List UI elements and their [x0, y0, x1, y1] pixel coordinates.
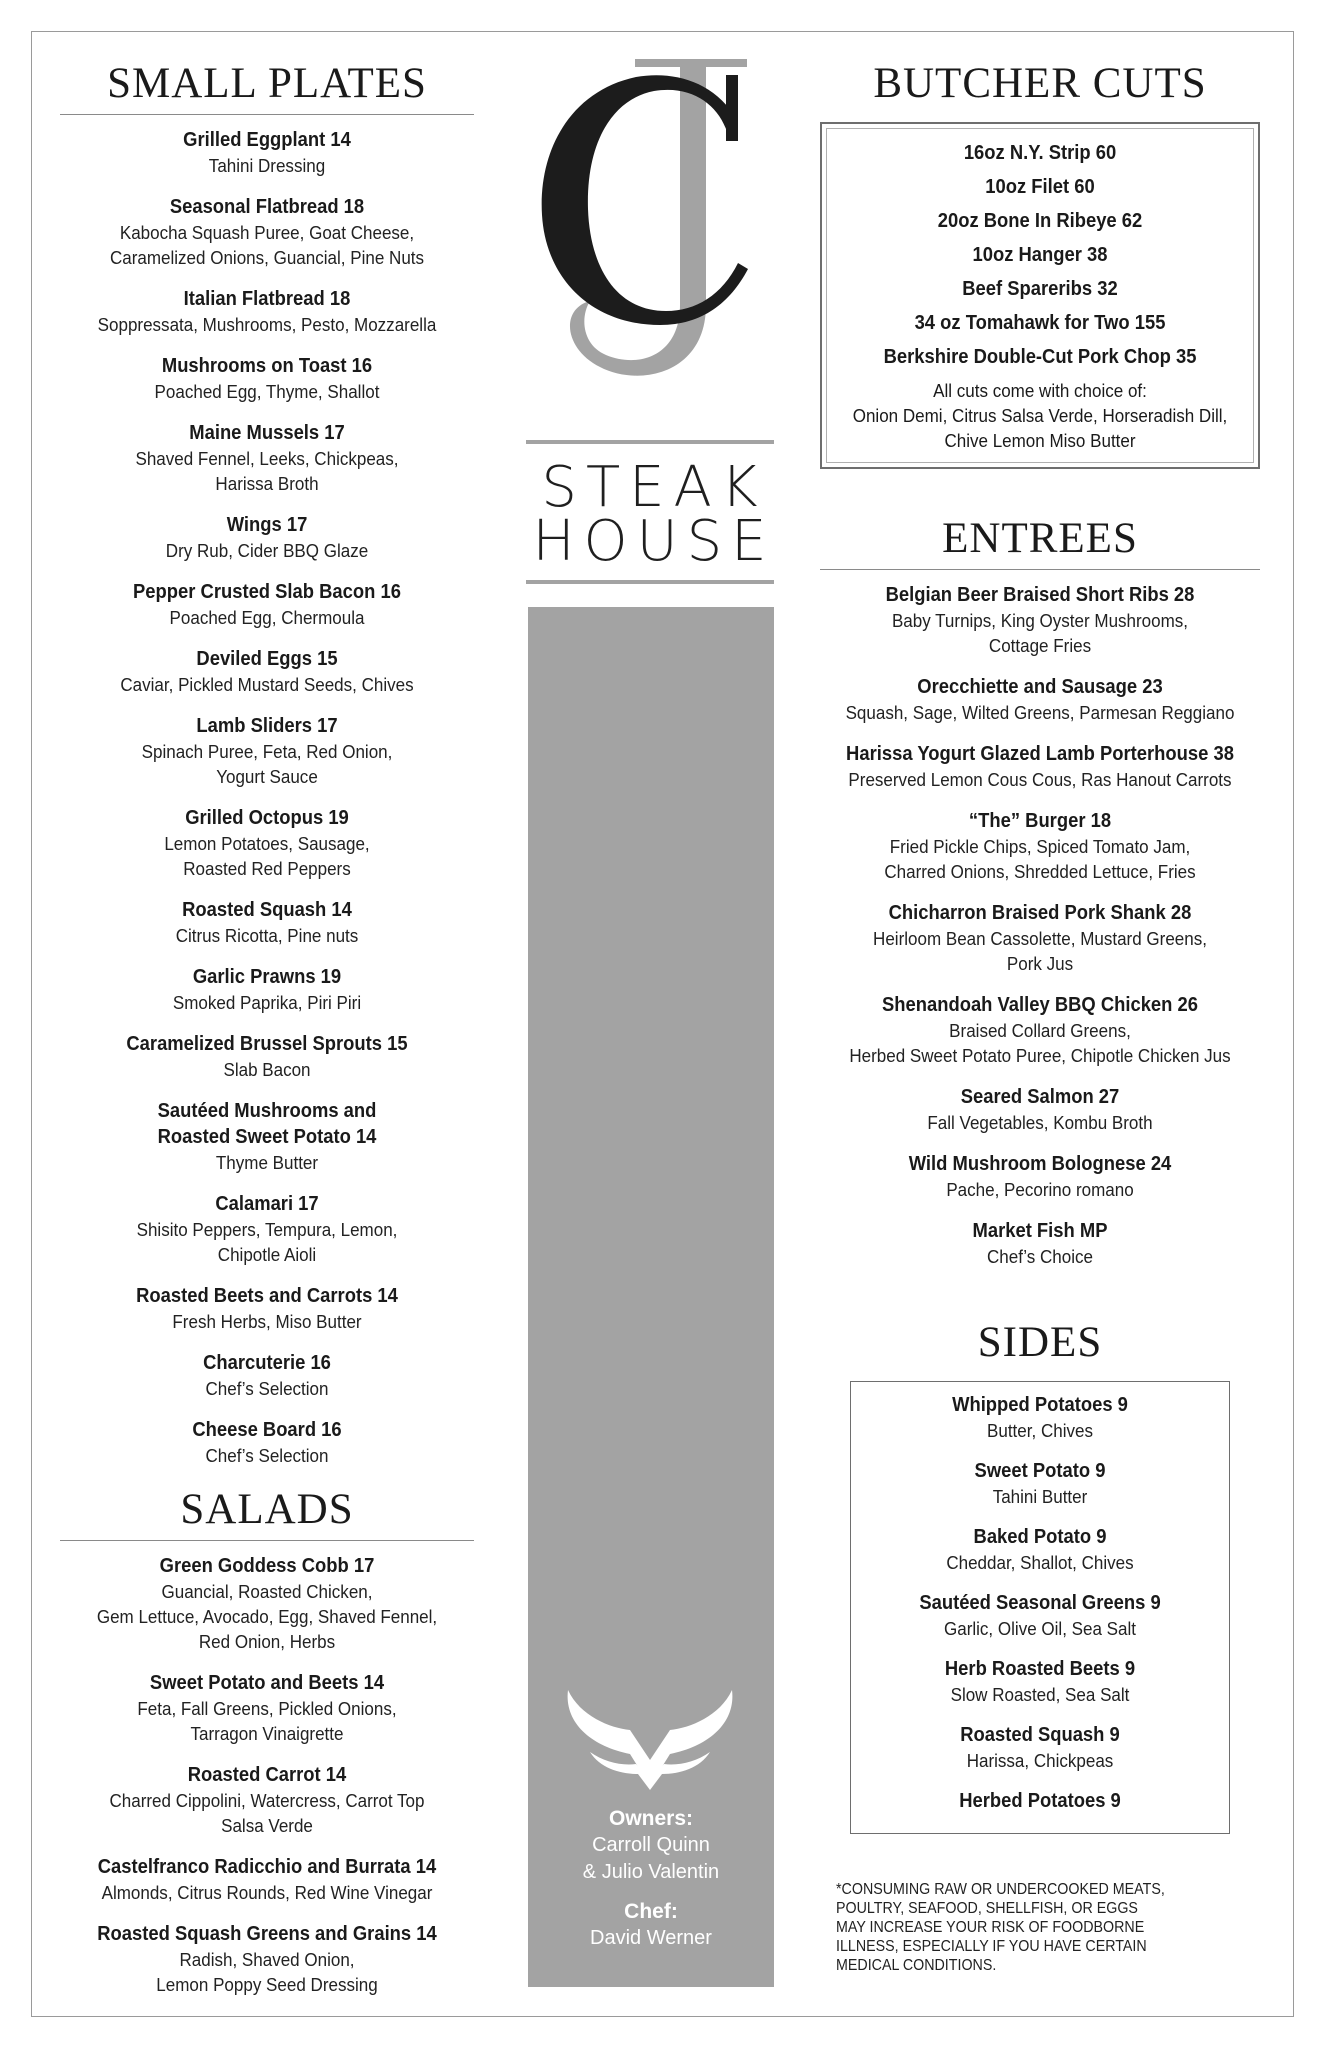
- salads-list: [60, 1553, 474, 1997]
- menu-item: [861, 1392, 1219, 1443]
- menu-item-name: Italian Flatbread 18: [183, 288, 351, 310]
- menu-item: [60, 805, 474, 881]
- sides-box: [850, 1381, 1230, 1834]
- menu-item-description: Slow Roasted, Sea Salt: [950, 1684, 1130, 1705]
- menu-item: [820, 741, 1260, 792]
- owners-name-2: & Julio Valentin: [582, 1861, 720, 1883]
- butcher-cut-item: 16oz N.Y. Strip 60: [963, 142, 1117, 164]
- menu-item-description: Chef’s Choice: [987, 1246, 1093, 1267]
- menu-item-name: Garlic Prawns 19: [192, 966, 342, 988]
- entrees-title: ENTREES: [820, 513, 1260, 570]
- menu-item-description: Shaved Fennel, Leeks, Chickpeas, Harissa Broth: [135, 448, 399, 494]
- right-column: [820, 58, 1260, 1834]
- menu-item-name: Orecchiette and Sausage 23: [917, 676, 1163, 698]
- menu-item-description: Poached Egg, Chermoula: [169, 607, 365, 628]
- menu-item: [60, 127, 474, 178]
- menu-item-name: Mushrooms on Toast 16: [161, 355, 373, 377]
- chef-name: David Werner: [590, 1927, 712, 1949]
- menu-item: [60, 1762, 474, 1838]
- menu-item: [60, 286, 474, 337]
- menu-item-name: Sautéed Mushrooms and Roasted Sweet Potato 14: [157, 1100, 377, 1148]
- menu-item-name: Lamb Sliders 17: [196, 715, 338, 737]
- sides-list: [861, 1392, 1219, 1814]
- brand-rule-top: [526, 440, 774, 444]
- butcher-cuts-list: [836, 136, 1244, 374]
- center-gray-banner: [528, 607, 774, 1987]
- butcher-cut-item: 20oz Bone In Ribeye 62: [937, 210, 1143, 232]
- menu-item-description: Cheddar, Shallot, Chives: [946, 1552, 1134, 1573]
- menu-item-name: Roasted Squash 9: [960, 1724, 1120, 1746]
- menu-item: [60, 1670, 474, 1746]
- menu-item-name: Roasted Carrot 14: [187, 1764, 347, 1786]
- menu-item-name: Grilled Octopus 19: [185, 807, 349, 829]
- menu-item: [60, 420, 474, 496]
- menu-item-name: Pepper Crusted Slab Bacon 16: [133, 581, 401, 603]
- menu-item-name: Market Fish MP: [972, 1220, 1108, 1242]
- menu-item-description: Feta, Fall Greens, Pickled Onions, Tarragon Vinaigrette: [137, 1698, 397, 1744]
- menu-item-description: Dry Rub, Cider BBQ Glaze: [165, 540, 369, 561]
- menu-item: [60, 1350, 474, 1401]
- menu-item-description: Radish, Shaved Onion, Lemon Poppy Seed Dressing: [156, 1949, 378, 1995]
- menu-item-name: Baked Potato 9: [973, 1526, 1107, 1548]
- butcher-cut-item: 34 oz Tomahawk for Two 155: [914, 312, 1166, 334]
- menu-item-description: Chef’s Selection: [205, 1378, 329, 1399]
- menu-item-description: Almonds, Citrus Rounds, Red Wine Vinegar: [101, 1882, 433, 1903]
- owners-label: Owners:: [608, 1807, 694, 1830]
- menu-item-description: Tahini Dressing: [208, 155, 326, 176]
- menu-item-description: Harissa, Chickpeas: [966, 1750, 1114, 1771]
- butcher-cut-item: Beef Spareribs 32: [962, 278, 1118, 300]
- menu-item-description: Baby Turnips, King Oyster Mushrooms, Cottage Fries: [891, 610, 1189, 656]
- menu-item-name: Belgian Beer Braised Short Ribs 28: [885, 584, 1195, 606]
- brand-rule-bottom: [526, 580, 774, 584]
- menu-item: [60, 1417, 474, 1468]
- menu-item-description: Shisito Peppers, Tempura, Lemon, Chipotle Aioli: [136, 1219, 398, 1265]
- menu-item: [820, 1218, 1260, 1269]
- menu-item-name: Maine Mussels 17: [189, 422, 345, 444]
- menu-item-name: Sweet Potato and Beets 14: [149, 1672, 385, 1694]
- brand-word-house: HOUSE: [532, 509, 776, 574]
- butcher-cuts-note: All cuts come with choice of: Onion Demi, Citrus Salsa Verde, Horseradish Dill, Chive Lemon Miso Butter: [852, 380, 1228, 451]
- menu-item-description: Braised Collard Greens, Herbed Sweet Potato Puree, Chipotle Chicken Jus: [849, 1020, 1231, 1066]
- bull-horns-icon: [560, 1682, 740, 1792]
- small-plates-title: SMALL PLATES: [60, 58, 474, 115]
- menu-item-description: Preserved Lemon Cous Cous, Ras Hanout Carrots: [848, 769, 1232, 790]
- menu-item: [60, 646, 474, 697]
- menu-item-name: Caramelized Brussel Sprouts 15: [126, 1033, 408, 1055]
- menu-item: [60, 897, 474, 948]
- menu-item-name: Roasted Beets and Carrots 14: [136, 1285, 398, 1307]
- menu-item-description: Fall Vegetables, Kombu Broth: [927, 1112, 1153, 1133]
- butcher-cuts-title: BUTCHER CUTS: [873, 60, 1207, 107]
- menu-item-name: Green Goddess Cobb 17: [159, 1555, 375, 1577]
- menu-item-description: Heirloom Bean Cassolette, Mustard Greens, Pork Jus: [873, 928, 1207, 974]
- menu-item: [60, 1553, 474, 1654]
- menu-item-description: Soppressata, Mushrooms, Pesto, Mozzarella: [97, 314, 437, 335]
- menu-item-name: Wild Mushroom Bolognese 24: [908, 1153, 1172, 1175]
- entrees-list: [820, 582, 1260, 1269]
- menu-item-description: Smoked Paprika, Piri Piri: [172, 992, 362, 1013]
- menu-item-name: Charcuterie 16: [203, 1352, 331, 1374]
- menu-item-description: Squash, Sage, Wilted Greens, Parmesan Reggiano: [845, 702, 1235, 723]
- small-plates-list: [60, 127, 474, 1468]
- menu-item: [861, 1788, 1219, 1814]
- menu-item: [820, 992, 1260, 1068]
- menu-item: [60, 1921, 474, 1997]
- menu-item-description: Kabocha Squash Puree, Goat Cheese, Caramelized Onions, Guancial, Pine Nuts: [109, 222, 425, 268]
- menu-item-description: Guancial, Roasted Chicken, Gem Lettuce, Avocado, Egg, Shaved Fennel, Red Onion, Herbs: [96, 1581, 438, 1652]
- menu-item-name: Sweet Potato 9: [974, 1460, 1106, 1482]
- menu-item-name: Seared Salmon 27: [960, 1086, 1120, 1108]
- menu-item-name: Seasonal Flatbread 18: [169, 196, 365, 218]
- menu-item: [60, 713, 474, 789]
- left-column: [60, 58, 474, 2013]
- butcher-cut-item: 10oz Filet 60: [985, 176, 1095, 198]
- menu-item-description: Fried Pickle Chips, Spiced Tomato Jam, Charred Onions, Shredded Lettuce, Fries: [884, 836, 1196, 882]
- menu-item-name: Herb Roasted Beets 9: [944, 1658, 1136, 1680]
- chef-label: Chef:: [624, 1900, 678, 1923]
- menu-item: [861, 1590, 1219, 1641]
- menu-item-description: Charred Cippolini, Watercress, Carrot Top Salsa Verde: [109, 1790, 425, 1836]
- menu-item: [60, 194, 474, 270]
- menu-item-name: “The” Burger 18: [968, 810, 1112, 832]
- menu-item-name: Chicharron Braised Pork Shank 28: [888, 902, 1192, 924]
- credits-block: [528, 1805, 774, 1952]
- menu-item: [861, 1656, 1219, 1707]
- menu-item-description: Spinach Puree, Feta, Red Onion, Yogurt Sauce: [141, 741, 393, 787]
- menu-item-name: Sautéed Seasonal Greens 9: [919, 1592, 1161, 1614]
- menu-item-description: Butter, Chives: [987, 1420, 1093, 1441]
- menu-item-name: Calamari 17: [215, 1193, 319, 1215]
- menu-item-name: Grilled Eggplant 14: [183, 129, 351, 151]
- menu-item-name: Harissa Yogurt Glazed Lamb Porterhouse 38: [846, 743, 1234, 765]
- monogram-svg: [520, 55, 790, 395]
- menu-item-description: Lemon Potatoes, Sausage, Roasted Red Peppers: [164, 833, 370, 879]
- menu-item-name: Roasted Squash Greens and Grains 14: [97, 1923, 437, 1945]
- menu-item: [60, 353, 474, 404]
- menu-item: [861, 1458, 1219, 1509]
- menu-item-name: Cheese Board 16: [192, 1419, 342, 1441]
- sides-title: SIDES: [977, 1319, 1103, 1366]
- menu-item: [60, 964, 474, 1015]
- menu-item-description: Tahini Butter: [992, 1486, 1088, 1507]
- menu-item: [60, 579, 474, 630]
- menu-item-description: Fresh Herbs, Miso Butter: [172, 1311, 362, 1332]
- menu-item-name: Roasted Squash 14: [182, 899, 352, 921]
- menu-item: [861, 1524, 1219, 1575]
- menu-item-description: Thyme Butter: [215, 1152, 319, 1173]
- menu-item: [60, 512, 474, 563]
- cj-monogram-logo: [520, 55, 790, 395]
- menu-item-name: Castelfranco Radicchio and Burrata 14: [97, 1856, 437, 1878]
- menu-item: [60, 1283, 474, 1334]
- menu-item: [60, 1854, 474, 1905]
- owners-name-1: Carroll Quinn: [592, 1834, 710, 1856]
- menu-item-description: Slab Bacon: [223, 1059, 311, 1080]
- menu-item: [820, 900, 1260, 976]
- menu-item-name: Deviled Eggs 15: [196, 648, 338, 670]
- menu-item-description: Poached Egg, Thyme, Shallot: [154, 381, 380, 402]
- menu-item-description: Caviar, Pickled Mustard Seeds, Chives: [120, 674, 414, 695]
- butcher-cuts-box: [820, 122, 1260, 469]
- menu-item: [820, 1151, 1260, 1202]
- menu-item: [820, 674, 1260, 725]
- butcher-cut-item: 10oz Hanger 38: [972, 244, 1108, 266]
- menu-item-description: Pache, Pecorino romano: [946, 1179, 1134, 1200]
- menu-item: [820, 582, 1260, 658]
- brand-word-steak: STEAK: [541, 455, 767, 520]
- menu-item: [60, 1098, 474, 1175]
- menu-item: [820, 808, 1260, 884]
- menu-item: [820, 1084, 1260, 1135]
- menu-item-name: Whipped Potatoes 9: [952, 1394, 1128, 1416]
- menu-item: [861, 1722, 1219, 1773]
- food-safety-disclaimer: *CONSUMING RAW OR UNDERCOOKED MEATS, POULTRY, SEAFOOD, SHELLFISH, OR EGGS MAY INCREASE YOUR RISK OF FOODBORNE ILLNESS, ESPECIALLY IF YOU HAVE CERTAIN MEDICAL CONDITIONS.: [836, 1881, 1165, 1974]
- salads-title: SALADS: [60, 1484, 474, 1541]
- menu-item-name: Herbed Potatoes 9: [959, 1790, 1121, 1812]
- menu-item-description: Citrus Ricotta, Pine nuts: [175, 925, 359, 946]
- menu-item: [60, 1031, 474, 1082]
- menu-item-description: Chef’s Selection: [205, 1445, 329, 1466]
- menu-item-name: Wings 17: [226, 514, 308, 536]
- butcher-cut-item: Berkshire Double-Cut Pork Chop 35: [883, 346, 1197, 368]
- menu-item-description: Garlic, Olive Oil, Sea Salt: [943, 1618, 1136, 1639]
- menu-item: [60, 1191, 474, 1267]
- menu-item-name: Shenandoah Valley BBQ Chicken 26: [882, 994, 1198, 1016]
